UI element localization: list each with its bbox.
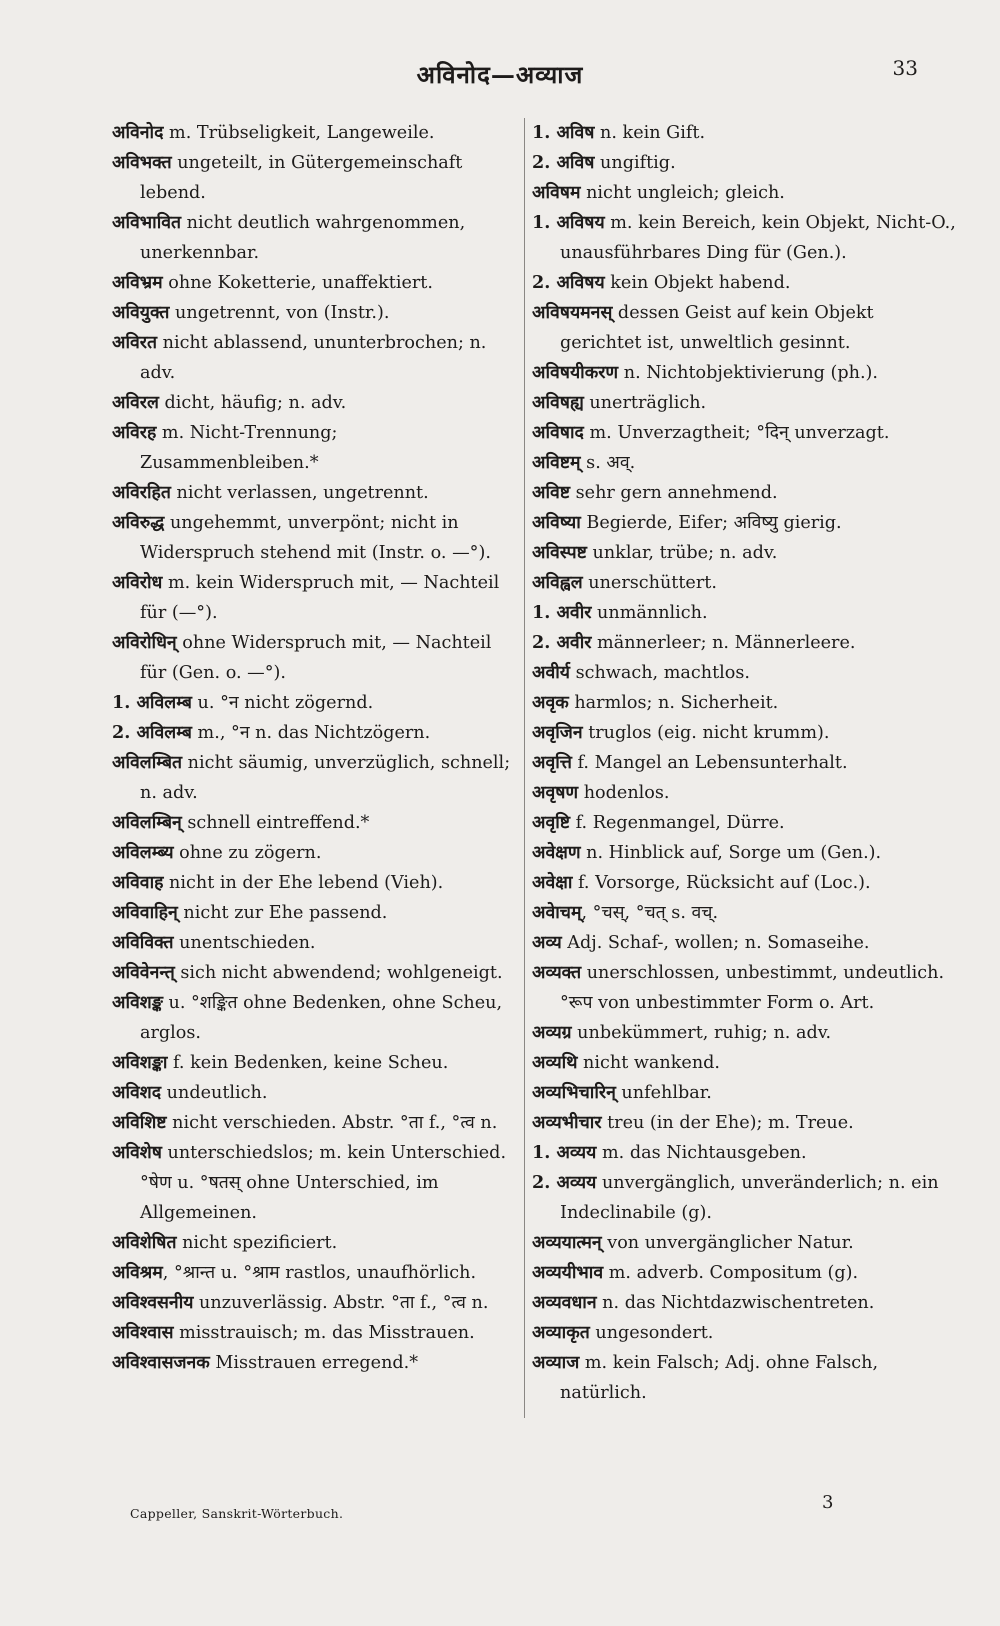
dictionary-entry <box>112 1048 520 1078</box>
dictionary-entry <box>112 478 520 508</box>
dictionary-entry <box>532 598 960 628</box>
entry-definition: unerschlossen, unbestimmt, undeutlich. °रूप von unbestimmter Form o. Art. <box>560 963 945 1013</box>
entry-headword: अव्ययात्मन् <box>532 1232 602 1253</box>
entry-definition: nicht zur Ehe passend. <box>177 903 388 923</box>
dictionary-entry <box>532 1048 960 1078</box>
dictionary-entry <box>112 1228 520 1258</box>
entry-definition: f. Regenmangel, Dürre. <box>570 813 785 833</box>
entry-headword: अविवाह <box>112 872 164 893</box>
entry-headword: अविषयमनस् <box>532 302 613 323</box>
dictionary-entry <box>532 1288 960 1318</box>
entry-headword: अविरहित <box>112 482 171 503</box>
entry-definition: m. das Nichtausgeben. <box>596 1143 807 1163</box>
entry-definition: misstrauisch; m. das Misstrauen. <box>173 1323 475 1343</box>
entry-headword: 1. अविषय <box>532 212 605 233</box>
entry-definition: nicht wankend. <box>577 1053 721 1073</box>
dictionary-entry <box>532 298 960 358</box>
entry-headword: अव्यवधान <box>532 1292 597 1313</box>
dictionary-entry <box>112 628 520 688</box>
imprint: Cappeller, Sanskrit-Wörterbuch. <box>130 1506 344 1521</box>
entry-definition: unerschüttert. <box>582 573 717 593</box>
dictionary-entry <box>112 1348 520 1378</box>
entry-definition: Begierde, Eifer; अविष्यु gierig. <box>580 513 842 533</box>
dictionary-entry <box>112 118 520 148</box>
entry-headword: अव्यक्त <box>532 962 582 983</box>
entry-headword: अविषम <box>532 182 581 203</box>
entry-definition: Misstrauen erregend.* <box>209 1353 419 1373</box>
entry-definition: hodenlos. <box>578 783 670 803</box>
dictionary-entry <box>112 868 520 898</box>
entry-headword: अविशङ्का <box>112 1052 168 1073</box>
dictionary-entry <box>112 898 520 928</box>
entry-definition: f. Vorsorge, Rücksicht auf (Loc.). <box>572 873 871 893</box>
entry-headword: अविस्पष्ट <box>532 542 587 563</box>
entry-definition: ungesondert. <box>589 1323 714 1343</box>
dictionary-entry <box>112 388 520 418</box>
entry-headword: अविश्वास <box>112 1322 174 1343</box>
entry-headword: अवृष्टि <box>532 812 571 833</box>
dictionary-entry <box>532 628 960 658</box>
entry-definition: u. °न nicht zögernd. <box>191 693 374 713</box>
dictionary-entry <box>532 928 960 958</box>
dictionary-entry <box>112 718 520 748</box>
entry-definition: ungiftig. <box>594 153 676 173</box>
entry-definition: n. das Nichtdazwischentreten. <box>596 1293 875 1313</box>
entry-definition: m. kein Bereich, kein Objekt, Nicht-O., unausführbares Ding für (Gen.). <box>560 213 956 263</box>
entry-headword: अविशङ्क <box>112 992 163 1013</box>
entry-headword: अविशेष <box>112 1142 162 1163</box>
dictionary-entry <box>532 1108 960 1138</box>
dictionary-entry <box>532 1018 960 1048</box>
entry-definition: harmlos; n. Sicherheit. <box>568 693 779 713</box>
entry-definition: nicht verlassen, ungetrennt. <box>170 483 429 503</box>
entry-definition: m. Unverzagtheit; °दिन् unverzagt. <box>583 423 890 443</box>
entry-definition: sehr gern annehmend. <box>570 483 778 503</box>
entry-headword: अवृत्ति <box>532 752 572 773</box>
entry-headword: अवियुक्त <box>112 302 170 323</box>
entry-definition: s. अव्. <box>580 453 636 473</box>
dictionary-entry <box>112 568 520 628</box>
dictionary-entry <box>112 328 520 388</box>
entry-definition: u. °शङ्कित ohne Bedenken, ohne Scheu, arglos. <box>140 993 503 1043</box>
entry-headword: अविभ्रम <box>112 272 163 293</box>
entry-headword: अविरुद्ध <box>112 512 165 533</box>
dictionary-entry <box>532 118 960 148</box>
entry-headword: अविश्वासजनक <box>112 1352 210 1373</box>
dictionary-entry <box>532 148 960 178</box>
entry-headword: अवेाचम् <box>532 902 582 923</box>
entry-headword: अविषाद <box>532 422 584 443</box>
dictionary-entry <box>532 1348 960 1408</box>
dictionary-entry <box>112 1108 520 1138</box>
entry-definition: unbekümmert, ruhig; n. adv. <box>571 1023 832 1043</box>
entry-headword: अवृक <box>532 692 569 713</box>
entry-headword: अविष्या <box>532 512 581 533</box>
dictionary-entry <box>112 268 520 298</box>
entry-definition: f. kein Bedenken, keine Scheu. <box>167 1053 449 1073</box>
entry-definition: männerleer; n. Männerleere. <box>591 633 856 653</box>
dictionary-entry <box>532 748 960 778</box>
entry-headword: अविरल <box>112 392 159 413</box>
entry-definition: m. Nicht-Trennung; Zusammenbleiben.* <box>140 423 338 473</box>
entry-definition: ohne zu zögern. <box>173 843 322 863</box>
entry-headword: अवृजिन <box>532 722 583 743</box>
entry-headword: 1. अविष <box>532 122 595 143</box>
entry-headword: अवेक्षण <box>532 842 581 863</box>
dictionary-entry <box>112 418 520 478</box>
dictionary-entry <box>532 1318 960 1348</box>
entry-definition: n. Nichtobjektivierung (ph.). <box>618 363 879 383</box>
entry-definition: truglos (eig. nicht krumm). <box>582 723 830 743</box>
entry-headword: अविश्रम <box>112 1262 163 1283</box>
entry-definition: kein Objekt habend. <box>604 273 791 293</box>
entry-headword: अविवेनन्त् <box>112 962 175 983</box>
entry-headword: अव्यभीचार <box>532 1112 602 1133</box>
entry-headword: अविलम्बित <box>112 752 183 773</box>
entry-definition: , °श्रान्त u. °श्राम rastlos, unaufhörlich. <box>162 1263 477 1283</box>
entry-definition: ohne Koketterie, unaffektiert. <box>162 273 433 293</box>
dictionary-entry <box>532 358 960 388</box>
entry-definition: ohne Widerspruch mit, — Nachteil für (Gen. o. —°). <box>140 633 492 683</box>
entry-headword: अविभक्त <box>112 152 172 173</box>
dictionary-entry <box>532 268 960 298</box>
dictionary-entry <box>532 688 960 718</box>
dictionary-entry <box>532 208 960 268</box>
dictionary-entry <box>532 1258 960 1288</box>
entry-definition: nicht ablassend, ununterbrochen; n. adv. <box>140 333 487 383</box>
entry-headword: अविश्वसनीय <box>112 1292 194 1313</box>
entry-headword: अविरोध <box>112 572 163 593</box>
dictionary-entry <box>532 568 960 598</box>
entry-definition: ungehemmt, unverpönt; nicht in Widerspruch stehend mit (Instr. o. —°). <box>140 513 491 563</box>
entry-definition: unterschiedslos; m. kein Unterschied. °षेण u. °षतस् ohne Unterschied, im Allgemeinen. <box>140 1143 507 1223</box>
entry-definition: dicht, häufig; n. adv. <box>158 393 347 413</box>
entry-headword: अविलम्बिन् <box>112 812 182 833</box>
entry-headword: अविष्टम् <box>532 452 581 473</box>
dictionary-entry <box>532 418 960 448</box>
entry-definition: sich nicht abwendend; wohlgeneigt. <box>174 963 503 983</box>
entry-definition: ungetrennt, von (Instr.). <box>169 303 390 323</box>
entry-headword: अविषयीकरण <box>532 362 619 383</box>
dictionary-entry <box>532 1168 960 1228</box>
running-head: अविनोद—अव्याज <box>416 60 584 89</box>
entry-definition: ungeteilt, in Gütergemeinschaft lebend. <box>140 153 463 203</box>
entry-headword: अविह्वल <box>532 572 583 593</box>
entry-definition: Adj. Schaf-, wollen; n. Somaseihe. <box>561 933 870 953</box>
entry-headword: अविशिष्ट <box>112 1112 167 1133</box>
entry-definition: nicht in der Ehe lebend (Vieh). <box>163 873 444 893</box>
entry-definition: unzuverlässig. Abstr. °ता f., °त्व n. <box>193 1293 489 1313</box>
entry-headword: अव्यभिचारिन् <box>532 1082 616 1103</box>
entry-definition: f. Mangel an Lebensunterhalt. <box>571 753 848 773</box>
entry-headword: अवीर्य <box>532 662 570 683</box>
entry-definition: undeutlich. <box>161 1083 268 1103</box>
column-divider <box>524 118 525 1418</box>
entry-headword: अविभावित <box>112 212 182 233</box>
entry-headword: अव्ययीभाव <box>532 1262 604 1283</box>
entry-headword: 1. अविलम्ब <box>112 692 192 713</box>
entry-headword: अव्य <box>532 932 562 953</box>
dictionary-entry <box>532 658 960 688</box>
entry-definition: unentschieden. <box>173 933 316 953</box>
entry-headword: अविशेषित <box>112 1232 177 1253</box>
entry-headword: अविरत <box>112 332 158 353</box>
entry-definition: m. kein Widerspruch mit, — Nachteil für (—°). <box>140 573 500 623</box>
entry-headword: अविष्ट <box>532 482 571 503</box>
dictionary-entry <box>112 988 520 1048</box>
dictionary-entry <box>532 1078 960 1108</box>
dictionary-entry <box>532 838 960 868</box>
dictionary-entry <box>532 178 960 208</box>
dictionary-entry <box>112 688 520 718</box>
dictionary-entry <box>112 928 520 958</box>
entry-definition: m. kein Falsch; Adj. ohne Falsch, natürlich. <box>560 1353 879 1403</box>
entry-headword: 2. अविष <box>532 152 595 173</box>
entry-definition: , °चस्, °चत् s. वच्. <box>581 903 719 923</box>
entry-definition: nicht ungleich; gleich. <box>580 183 785 203</box>
dictionary-entry <box>532 1228 960 1258</box>
dictionary-entry <box>112 1288 520 1318</box>
dictionary-entry <box>532 1138 960 1168</box>
entry-definition: schnell eintreffend.* <box>181 813 370 833</box>
dictionary-entry <box>532 868 960 898</box>
entry-headword: अविनोद <box>112 122 164 143</box>
entry-definition: unerträglich. <box>583 393 707 413</box>
left-column <box>112 118 520 1378</box>
entry-headword: अवृषण <box>532 782 579 803</box>
entry-definition: dessen Geist auf kein Objekt gerichtet ist, unweltlich gesinnt. <box>560 303 874 353</box>
entry-headword: अविषह्य <box>532 392 584 413</box>
dictionary-entry <box>532 808 960 838</box>
entry-headword: अविरोधिन् <box>112 632 177 653</box>
dictionary-entry <box>112 748 520 808</box>
dictionary-entry <box>532 388 960 418</box>
dictionary-entry <box>112 208 520 268</box>
dictionary-entry <box>532 478 960 508</box>
page-number: 33 <box>892 56 918 80</box>
entry-headword: अविरह <box>112 422 157 443</box>
entry-headword: अविवाहिन् <box>112 902 178 923</box>
entry-headword: 2. अविषय <box>532 272 605 293</box>
dictionary-entry <box>112 958 520 988</box>
entry-headword: अव्यथि <box>532 1052 578 1073</box>
entry-definition: nicht deutlich wahrgenommen, unerkennbar. <box>140 213 466 263</box>
entry-definition: schwach, machtlos. <box>570 663 750 683</box>
entry-definition: unmännlich. <box>591 603 708 623</box>
entry-definition: nicht verschieden. Abstr. °ता f., °त्व n. <box>166 1113 498 1133</box>
entry-definition: n. kein Gift. <box>594 123 706 143</box>
dictionary-entry <box>112 1318 520 1348</box>
entry-headword: 2. अवीर <box>532 632 592 653</box>
entry-definition: unvergänglich, unveränderlich; n. ein Indeclinabile (g). <box>560 1173 939 1223</box>
dictionary-entry <box>112 298 520 328</box>
entry-definition: m., °न n. das Nichtzögern. <box>191 723 431 743</box>
entry-headword: अविशद <box>112 1082 162 1103</box>
dictionary-entry <box>532 778 960 808</box>
dictionary-entry <box>532 718 960 748</box>
dictionary-entry <box>532 508 960 538</box>
entry-definition: m. adverb. Compositum (g). <box>603 1263 859 1283</box>
entry-definition: treu (in der Ehe); m. Treue. <box>601 1113 854 1133</box>
entry-headword: 1. अव्यय <box>532 1142 597 1163</box>
entry-headword: अव्याज <box>532 1352 580 1373</box>
dictionary-entry <box>532 958 960 1018</box>
right-column <box>532 118 960 1408</box>
entry-headword: 1. अवीर <box>532 602 592 623</box>
signature-mark: 3 <box>822 1492 834 1513</box>
entry-headword: अव्यग्र <box>532 1022 572 1043</box>
dictionary-entry <box>112 1258 520 1288</box>
entry-headword: अव्याकृत <box>532 1322 590 1343</box>
entry-definition: m. Trübseligkeit, Langeweile. <box>163 123 435 143</box>
entry-definition: n. Hinblick auf, Sorge um (Gen.). <box>580 843 882 863</box>
entry-definition: unfehlbar. <box>615 1083 712 1103</box>
dictionary-entry <box>532 898 960 928</box>
dictionary-entry <box>532 448 960 478</box>
entry-headword: 2. अविलम्ब <box>112 722 192 743</box>
entry-definition: unklar, trübe; n. adv. <box>586 543 778 563</box>
dictionary-entry <box>112 148 520 208</box>
entry-headword: अविलम्ब्य <box>112 842 174 863</box>
dictionary-entry <box>532 538 960 568</box>
entry-headword: 2. अव्यय <box>532 1172 597 1193</box>
entry-headword: अवेक्षा <box>532 872 573 893</box>
entry-definition: von unvergänglicher Natur. <box>601 1233 854 1253</box>
dictionary-entry <box>112 1078 520 1108</box>
dictionary-entry <box>112 838 520 868</box>
entry-definition: nicht säumig, unverzüglich, schnell; n. adv. <box>140 753 511 803</box>
dictionary-entry <box>112 808 520 838</box>
entry-definition: nicht spezificiert. <box>176 1233 338 1253</box>
entry-headword: अविविक्त <box>112 932 174 953</box>
dictionary-entry <box>112 508 520 568</box>
dictionary-entry <box>112 1138 520 1228</box>
